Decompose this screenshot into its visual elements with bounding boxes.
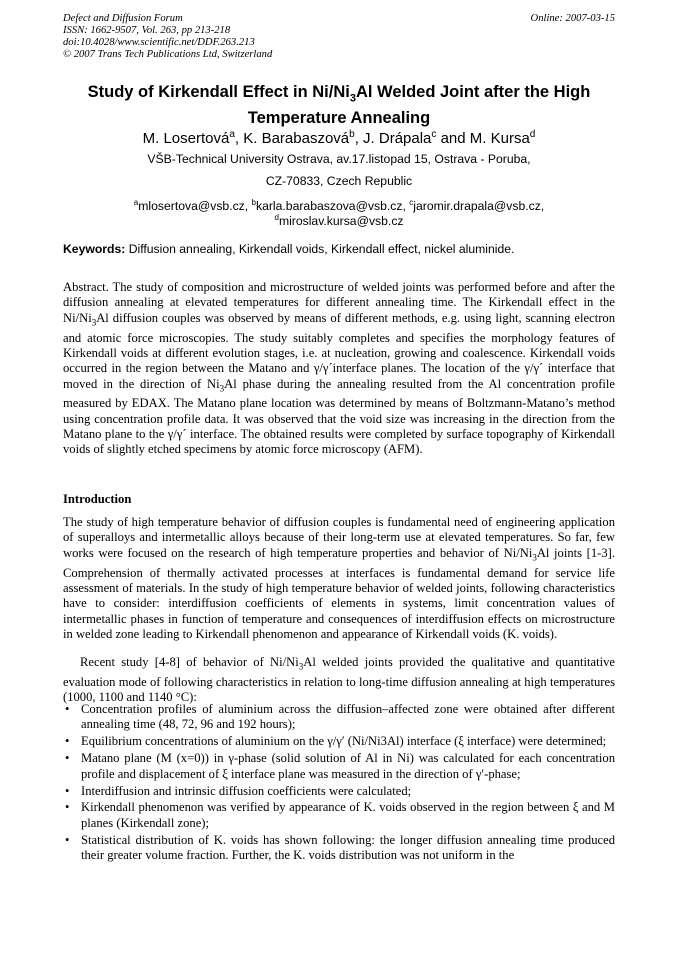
journal-name: Defect and Diffusion Forum <box>63 13 183 24</box>
author-affil-mark: a <box>229 129 235 140</box>
email-address[interactable]: karla.barabaszova@vsb.cz, <box>256 199 410 214</box>
section-heading-introduction: Introduction <box>63 492 132 506</box>
abstract-text: Al diffusion couples was observed by means of different methods, e.g. using light, scanning electron and atomic force microscopies. The study suitably completes and specifies the morphology features of Kirkendall voids at different evolution stages, i.e. at nucleation, growing and coalescence. Kirkendall voids occurred in the region between the Matano and γ/γ´interface planes. The location of the γ/γ´ interface that moved in the direction of Ni <box>63 310 615 391</box>
subscript: 3 <box>91 317 97 328</box>
email-address[interactable]: jaromir.drapala@vsb.cz, <box>413 199 545 214</box>
list-item-text: Equilibrium concentrations of aluminium on the γ/γ′ (Ni/Ni3Al) interface (ξ interface) were determined; <box>81 734 607 749</box>
affiliation-line: CZ-70833, Czech Republic <box>265 174 413 188</box>
email-mark: a <box>133 198 139 207</box>
subscript: 3 <box>532 552 537 563</box>
list-item <box>63 800 615 831</box>
list-item-text: Kirkendall phenomenon was verified by appearance of K. voids observed in the region between ξ and M planes (Kirkendall zone); <box>81 800 615 830</box>
paragraph-text: The study of high temperature behavior of diffusion couples is fundamental need of engineering application of superalloys and intermetallic alloys because of their long-term use at elevated temperatures. So far, few works were focused on the research of high temperature properties and behavior of Ni/Ni <box>63 515 615 560</box>
paper-title <box>63 82 615 128</box>
keywords-label: Keywords: <box>63 242 126 256</box>
author-name: and M. Kursa <box>436 130 530 147</box>
bullet-icon: • <box>65 800 70 815</box>
list-item-text: Interdiffusion and intrinsic diffusion coefficients were calculated; <box>81 783 412 798</box>
findings-list <box>63 702 615 865</box>
subscript: 3 <box>298 661 304 672</box>
bullet-icon: • <box>65 734 70 749</box>
title-subscript: 3 <box>349 92 356 105</box>
title-part: Study of Kirkendall Effect in Ni/Ni <box>87 83 350 101</box>
author-affil-mark: c <box>431 129 437 140</box>
journal-issn: ISSN: 1662-9507, Vol. 263, pp 213-218 <box>63 25 231 36</box>
journal-copyright: © 2007 Trans Tech Publications Ltd, Switzerland <box>63 49 273 60</box>
author-name: , K. Barabaszová <box>234 130 350 147</box>
title-part: Al Welded Joint after the High Temperature Annealing <box>247 83 591 128</box>
affiliation-line: VŠB-Technical University Ostrava, av.17.listopad 15, Ostrava - Poruba, <box>147 152 531 166</box>
bullet-icon: • <box>65 783 70 798</box>
email-mark: d <box>274 213 279 222</box>
online-date: Online: 2007-03-15 <box>530 13 615 24</box>
introduction-paragraph <box>63 515 615 642</box>
bullet-icon: • <box>65 751 70 766</box>
email-address[interactable]: mlosertova@vsb.cz, <box>138 199 252 214</box>
email-list <box>63 210 615 229</box>
introduction-paragraph <box>63 655 615 706</box>
keywords <box>63 242 623 257</box>
paragraph-text: Al joints [1-3]. Comprehension of thermally activated processes at interfaces is fundamental demand for service life assessment of materials. In the study of high temperature behavior of welded joints, following characteristics have to consider: interdiffusion coefficients of elements in systems, limit concentration values of intermetallic phases in function of temperature and consequences of interdiffusion effects on microstructure in welded zone leading to Kirkendall phenomenon and appearance of Kirkendall voids (K. voids). <box>63 545 615 641</box>
author-name: , J. Drápala <box>354 130 432 147</box>
author-affil-mark: b <box>349 129 355 140</box>
list-item-text: Concentration profiles of aluminium across the diffusion–affected zone were obtained after different annealing time (48, 72, 96 and 192 hours); <box>81 702 615 732</box>
list-item <box>63 734 615 749</box>
author-affil-mark: d <box>529 129 536 140</box>
abstract <box>63 280 615 458</box>
email-address[interactable]: miroslav.kursa@vsb.cz <box>278 214 404 229</box>
bullet-icon: • <box>65 832 70 847</box>
list-item-text: Matano plane (M (x=0)) in γ-phase (solid solution of Al in Ni) was calculated for each concentration profile and displacement of ξ interface plane was measured in the direction of γ′-phase; <box>81 751 615 781</box>
journal-doi: doi:10.4028/www.scientific.net/DDF.263.213 <box>63 37 255 48</box>
bullet-icon: • <box>65 702 70 716</box>
email-mark: b <box>251 198 256 207</box>
list-item <box>63 833 615 864</box>
list-item-text: Statistical distribution of K. voids has shown following: the longer diffusion annealing time produced their greater volume fraction. Further, the K. voids distribution was not uniform in the <box>81 832 615 863</box>
abstract-text: Abstract. The study of composition and microstructure of welded joints was performed before and after the diffusion annealing at elevated temperatures for different annealing time. The Kirkendall effect in the Ni/Ni <box>63 280 615 325</box>
email-mark: c <box>409 198 414 207</box>
list-item <box>63 784 615 799</box>
list-item <box>63 702 615 733</box>
subscript: 3 <box>219 383 225 394</box>
journal-header <box>63 13 272 61</box>
list-item <box>63 751 615 782</box>
paragraph-text: Al welded joints provided the qualitative and quantitative evaluation mode of following characteristics in relation to long-time diffusion annealing at high temperatures (1000, 1100 and 1140 °C): <box>63 655 615 705</box>
paragraph-text: Recent study [4-8] of behavior of Ni/Ni <box>80 655 299 669</box>
abstract-text: Al phase during the annealing resulted from the Al concentration profile measured by EDAX. The Matano plane location was determined by means of Boltzmann-Matano’s method using concentration profile data. It was observed that the void size was increasing in the direction from the Matano plane to the γ/γ´ interface. The obtained results were completed by surface topography of Kirkendall voids of slightly etched specimens by atomic force microscopy (AFM). <box>63 376 615 457</box>
author-list <box>63 125 615 149</box>
keywords-text: Diffusion annealing, Kirkendall voids, Kirkendall effect, nickel aluminide. <box>125 242 515 256</box>
author-name: M. Losertová <box>142 130 230 147</box>
